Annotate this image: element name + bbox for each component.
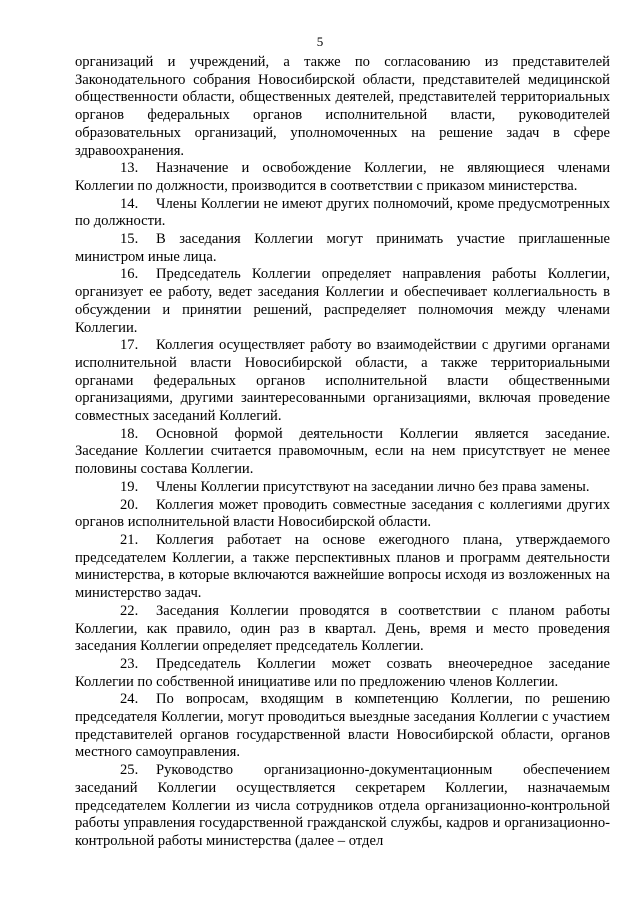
paragraph-number: 18. [120, 425, 139, 442]
paragraph-25 [75, 762, 610, 851]
paragraph-13 [75, 160, 610, 195]
paragraph-17 [75, 337, 610, 426]
paragraph-text: Назначение и освобождение Коллегии, не являющиеся членами Коллегии по должности, производится в соответствии с приказом министерства. [75, 160, 610, 194]
paragraph-16 [75, 266, 610, 337]
page-number: 5 [316, 34, 324, 49]
paragraph-number: 14. [120, 195, 139, 212]
paragraph-21 [75, 532, 610, 603]
paragraph-number: 25. [120, 762, 139, 779]
paragraph-number: 17. [120, 337, 139, 354]
paragraph-22 [75, 603, 610, 656]
paragraph-text: Члены Коллегии не имеют других полномочий, кроме предусмотренных по должности. [75, 195, 610, 230]
paragraph-text: Коллегия работает на основе ежегодного плана, утверждаемого председателем Коллегии, а также перспективных планов и программ деятельности министерства, в которые включаются важнейшие вопросы исходя из возложенных на министерство задач. [75, 531, 610, 602]
intro-paragraph: организаций и учреждений, а также по согласованию из представителей Законодательного собрания Новосибирской области, представителей медицинской общественности области, общественных деятелей, представителей территориальных органов федеральных органов исполнительной власти, руководителей образовательных организаций, уполномоченных на решение задач в сфере здравоохранения. [75, 54, 610, 159]
paragraph-15 [75, 231, 610, 266]
paragraph-19 [75, 479, 610, 497]
paragraph-text: Руководство организационно-документационным обеспечением заседаний Коллегии осуществляется секретарем Коллегии, назначаемым председателем Коллегии из числа сотрудников отдела организационно-контрольной работы управления государственной гражданской службы, кадров и организационно-контрольной работы министерства (далее – отдел [75, 762, 610, 849]
paragraph-number: 16. [120, 266, 139, 283]
paragraph-24 [75, 691, 610, 762]
paragraph-text: Председатель Коллегии может созвать внеочередное заседание Коллегии по собственной инициативе или по предложению членов Коллегии. [75, 655, 610, 690]
paragraph-number: 23. [120, 655, 139, 672]
paragraph-text: Председатель Коллегии определяет направления работы Коллегии, организует ее работу, ведет заседания Коллегии и обеспечивает коллегиальность в обсуждении и принятии решений, распределяет полномочия между членами Коллегии. [75, 266, 610, 336]
document-body [75, 54, 610, 851]
paragraph-14 [75, 196, 610, 231]
paragraph-number: 24. [120, 691, 139, 708]
paragraph-text: Основной формой деятельности Коллегии является заседание. Заседание Коллегии считается правомочным, если на нем присутствует не менее половины состава Коллегии. [75, 425, 610, 478]
paragraph-text: Коллегия осуществляет работу во взаимодействии с другими органами исполнительной власти Новосибирской области, а также территориальными органами федеральных органов исполнительной власти общественными организациями, другими заинтересованными организациями, включая проведение совместных заседаний Коллегий. [75, 337, 610, 425]
paragraph-number: 19. [120, 478, 139, 495]
paragraph-number: 21. [120, 531, 139, 548]
paragraph-number: 13. [120, 160, 139, 177]
paragraph-text: В заседания Коллегии могут принимать участие приглашенные министром иные лица. [75, 231, 610, 265]
paragraph-18 [75, 426, 610, 479]
paragraph-text: Члены Коллегии присутствуют на заседании лично без права замены. [156, 478, 590, 495]
paragraph-number: 15. [120, 231, 139, 248]
paragraph-text: Заседания Коллегии проводятся в соответствии с планом работы Коллегии, как правило, один раз в квартал. День, время и место проведения заседания Коллегии определяет председатель Коллегии. [75, 602, 610, 655]
paragraph-number: 22. [120, 602, 139, 619]
paragraph-text: По вопросам, входящим в компетенцию Коллегии, по решению председателя Коллегии, могут проводиться выездные заседания Коллегии с участием представителей органов государственной власти Новосибирской области, органов местного самоуправления. [75, 691, 610, 761]
paragraph-23 [75, 656, 610, 691]
paragraph-number: 20. [120, 496, 139, 513]
paragraph-20 [75, 497, 610, 532]
paragraph-text: Коллегия может проводить совместные заседания с коллегиями других органов исполнительной власти Новосибирской области. [75, 496, 610, 531]
